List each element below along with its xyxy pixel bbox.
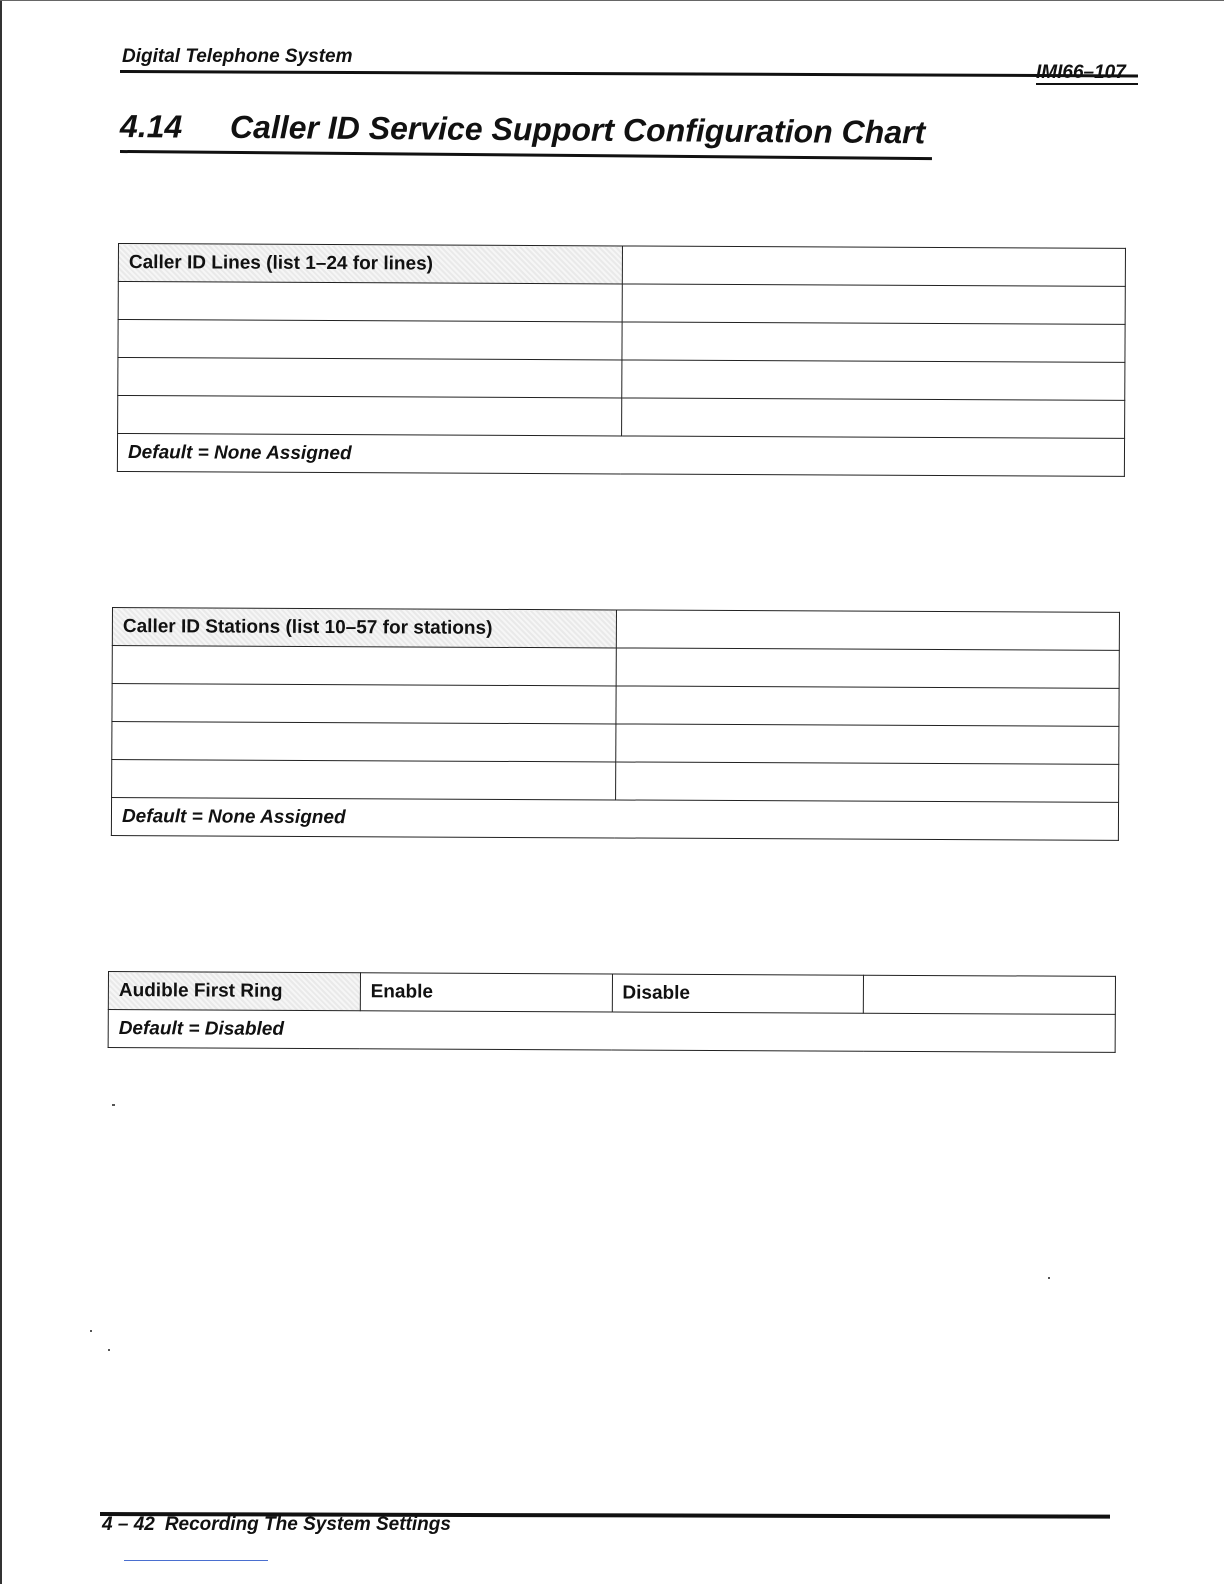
stations-entry-cell[interactable] — [615, 762, 1119, 802]
scan-speck — [108, 1349, 110, 1351]
stations-table-header: Caller ID Stations (list 10–57 for stations) — [112, 608, 616, 648]
stations-entry-cell[interactable] — [112, 722, 616, 762]
ring-entry-cell[interactable] — [864, 975, 1116, 1014]
disable-option[interactable]: Disable — [612, 974, 864, 1013]
footer-title: Recording The System Settings — [164, 1514, 451, 1535]
section-title-rule — [120, 150, 932, 160]
scan-speck — [1048, 1277, 1050, 1279]
stations-entry-cell[interactable] — [112, 684, 616, 724]
lines-entry-cell[interactable] — [118, 282, 622, 322]
page-number: 4 – 42 — [102, 1514, 155, 1535]
lines-entry-cell[interactable] — [621, 398, 1125, 438]
stations-entry-cell[interactable] — [112, 646, 616, 686]
header-rule-underline — [1036, 83, 1138, 85]
stations-default-note: Default = None Assigned — [111, 798, 1118, 841]
lines-entry-cell[interactable] — [622, 246, 1126, 286]
stations-entry-cell[interactable] — [616, 610, 1120, 650]
scan-artifact-line — [124, 1560, 268, 1561]
lines-entry-cell[interactable] — [622, 284, 1126, 324]
stations-entry-cell[interactable] — [615, 686, 1119, 726]
lines-entry-cell[interactable] — [118, 320, 622, 360]
lines-table-header: Caller ID Lines (list 1–24 for lines) — [118, 244, 622, 284]
running-footer — [102, 1514, 451, 1536]
section-title — [120, 108, 925, 151]
caller-id-lines-table — [117, 243, 1126, 477]
stations-entry-cell[interactable] — [616, 648, 1120, 688]
running-header-right: IMI66–107 — [1036, 62, 1126, 83]
enable-option[interactable]: Enable — [360, 973, 612, 1012]
stations-entry-cell[interactable] — [112, 760, 616, 800]
audible-first-ring-table — [108, 971, 1116, 1053]
lines-entry-cell[interactable] — [621, 360, 1125, 400]
caller-id-stations-table — [111, 607, 1120, 841]
scan-edge — [0, 0, 2, 1584]
scan-edge-top — [0, 0, 1224, 1]
lines-entry-cell[interactable] — [118, 358, 622, 398]
lines-entry-cell[interactable] — [118, 396, 622, 436]
stations-entry-cell[interactable] — [615, 724, 1119, 764]
lines-default-note: Default = None Assigned — [117, 434, 1124, 477]
header-rule — [120, 70, 1138, 77]
ring-default-note: Default = Disabled — [108, 1010, 1115, 1053]
scan-speck — [90, 1330, 92, 1332]
section-title-text: Caller ID Service Support Configuration Chart — [229, 108, 926, 151]
ring-table-header: Audible First Ring — [108, 972, 360, 1011]
running-header-left: Digital Telephone System — [122, 46, 353, 67]
lines-entry-cell[interactable] — [621, 322, 1125, 362]
scan-speck — [112, 1104, 115, 1106]
section-number: 4.14 — [119, 108, 183, 145]
